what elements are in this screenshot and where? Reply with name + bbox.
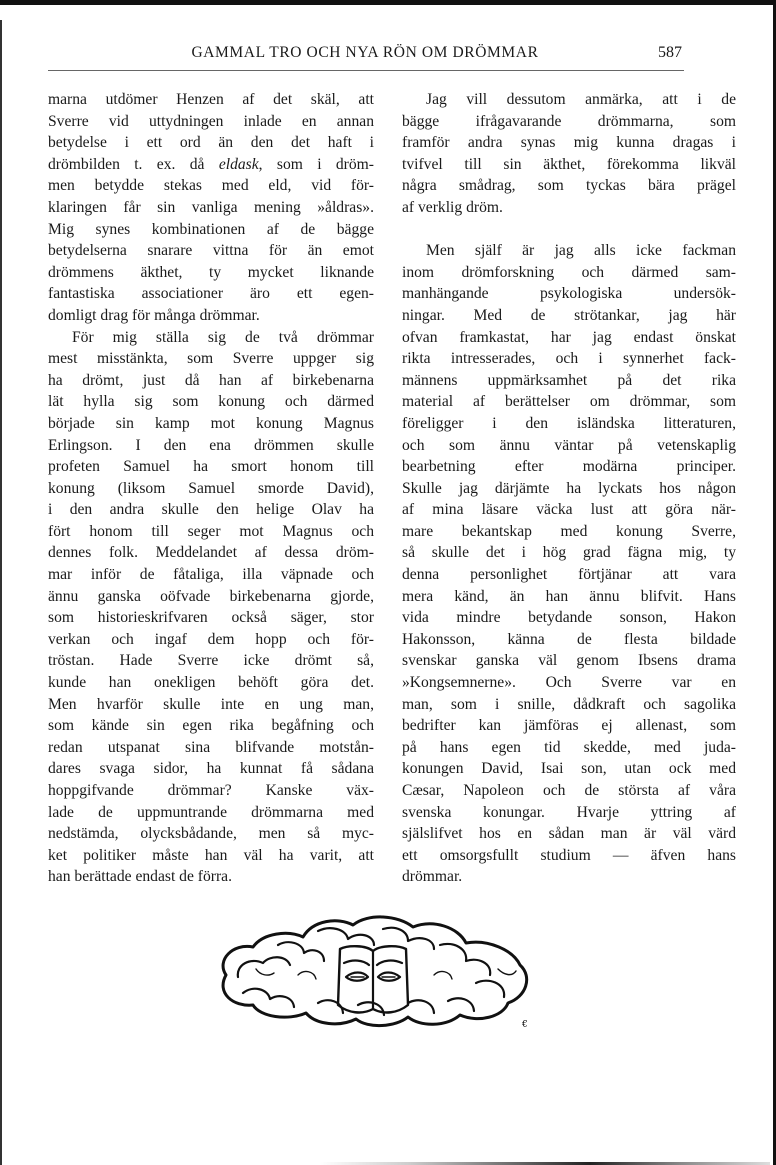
text-line: drömmar. [402,868,463,886]
header-rule [48,70,684,71]
cloud-face-vignette-icon [208,905,538,1030]
right-column [402,89,736,888]
text-line [48,154,374,176]
text-line: af mina läsare väcka lust att göra när- [402,501,736,519]
text-line: dares svaga sidor, ha kunnat få sådana [48,760,374,778]
text-line: manhängande psykologiska undersök- [402,285,736,303]
running-title: GAMMAL TRO OCH NYA RÖN OM DRÖMMAR [191,44,539,61]
text-line: ännu ganska oöfvade birkebenarna gjorde, [48,587,374,605]
text-line: Men själf är jag alls icke fackman [426,242,736,260]
text-line: ett omsorgsfullt studium — äfven hans [402,846,736,864]
text-line: männens uppmärksamhet på det rika [402,371,736,389]
text-line: så skulle det i hög grad fägna mig, ty [402,544,736,562]
scan-left-border [0,20,2,1165]
text-line: rikta intresserades, och i synnerhet fack- [402,350,736,368]
text-line: redan utspanat sina blifvande motstån- [48,738,374,756]
text-line: Sverre vid uttydningen inlade en annan [48,112,374,130]
text-line: ha drömt, just då han af birkebenarna [48,371,374,389]
text-fragment: , som i dröm- [258,155,374,173]
text-fragment: drömbilden t. ex. då [48,155,219,173]
text-line: ket politiker måste han väl ha varit, att [48,846,374,864]
text-line: ofvan framkastat, har jag endast önskat [402,328,736,346]
text-line: bearbetning efter modärna principer. [402,458,736,476]
text-line: mest misstänkta, som Sverre uppger sig [48,350,374,368]
text-line: svenskar ganska väl genom Ibsens drama [402,652,736,670]
text-line: Mig synes kombinationen af de bägge [48,220,374,238]
text-line: Erlingson. I den ena drömmen skulle [48,436,374,454]
text-line: Men hvarför skulle inte en ung man, [48,695,374,713]
text-line: dennes folk. Meddelandet af dessa dröm- [48,544,374,562]
text-line: föreligger i den isländska litteraturen, [402,414,736,432]
text-line: man, som i snille, dådkraft och sagolika [402,695,736,713]
text-line: »Kongsemnerne». Och Sverre var en [402,674,736,692]
text-line: konungen David, Isai son, utan ock med [402,760,736,778]
text-line: men betydde stekas med eld, vid för- [48,177,374,195]
text-line: inom drömforskning och därmed sam- [402,263,736,281]
text-line: mera känd, än han ännu blifvit. Hans [402,587,736,605]
text-line: bägge ifrågavarande drömmarna, som [402,112,736,130]
text-line: klaringen får sin vanliga mening »åldras». [48,198,374,216]
text-line: material af berättelser om drömmar, som [402,393,736,411]
text-line: betydelserna snarare vittna för än emot [48,242,374,260]
text-line: mare bekantskap med konung Sverre, [402,522,736,540]
text-line: ningar. Med de strötankar, jag här [402,306,736,324]
svg-text:€: € [522,1020,528,1030]
text-line: För mig ställa sig de två drömmar [72,328,374,346]
text-line: Jag vill dessutom anmärka, att i de [426,91,736,108]
text-line: och som ännu väntar på vetenskaplig [402,436,736,454]
text-line: började sin kamp mot konung Magnus [48,414,374,432]
text-line: han berättade endast de förra. [48,868,232,886]
text-line: tröstan. Hade Sverre icke drömt så, [48,652,374,670]
text-line: som kände sin egen rika begåfning och [48,717,374,735]
text-line: fantastiska associationer äro ett egen- [48,285,374,303]
text-line: lade de uppmuntrande drömmarna med [48,803,374,821]
text-line: mar inför de fåtaliga, illa väpnade och [48,566,374,584]
text-line: marna utdömer Henzen af det skäl, att [48,91,374,108]
text-line: hoppgifvande drömmar? Kanske väx- [48,782,374,799]
scan-top-border [0,0,776,5]
text-line: tvifvel till sin äkthet, förekomma likväl [402,155,736,173]
text-line: kunde han onekligen behöft göra det. [48,674,374,692]
text-line: några smådrag, som tyckas bära prägel [402,177,736,195]
text-line: framför andra synas mig kunna dragas i [402,134,736,152]
text-line: svenska konungar. Hvarje yttring af [402,803,736,821]
text-line: af verklig dröm. [402,198,503,216]
text-line: som historieskrifvaren också säger, stor [48,609,374,627]
text-line: drömmens äkthet, ty mycket liknande [48,263,374,281]
text-line: domligt drag för många drömmar. [48,306,260,324]
text-line: Cæsar, Napoleon och de största af våra [402,782,736,799]
text-line: betydelse i ett ord än den det haft i [48,134,374,152]
text-line: vida mindre betydande sonson, Hakon [402,609,736,627]
text-line: konung (liksom Samuel smorde David), [48,479,374,497]
text-line: profeten Samuel ha smort honom till [48,458,374,476]
text-line: själslifvet hos en sådan man är väl värd [402,825,736,843]
page-number: 587 [658,44,682,61]
italic-term: eldask [218,155,259,173]
page-header [48,40,682,68]
text-line: på hans egen tid skedde, med juda- [402,738,736,756]
text-line: denna personlighet förtjänar att vara [402,566,736,584]
text-line: nedstämda, olycksbådande, men så myc- [48,825,374,843]
text-line: bedrifter kan jämföras ej allenast, som [402,717,736,735]
text-line: lät hylla sig som konung och därmed [48,393,374,411]
text-line: Hakonsson, känna de flesta bildade [402,630,736,648]
left-column [48,89,374,888]
text-line: verkan och ingaf dem hopp och för- [48,630,374,648]
paragraph-gap [402,219,736,241]
text-line: fört honom till seger mot Magnus och [48,522,374,540]
text-line: i den andra skulle den helige Olav ha [48,501,374,519]
text-line: Skulle jag därjämte ha lyckats hos någon [402,479,736,497]
